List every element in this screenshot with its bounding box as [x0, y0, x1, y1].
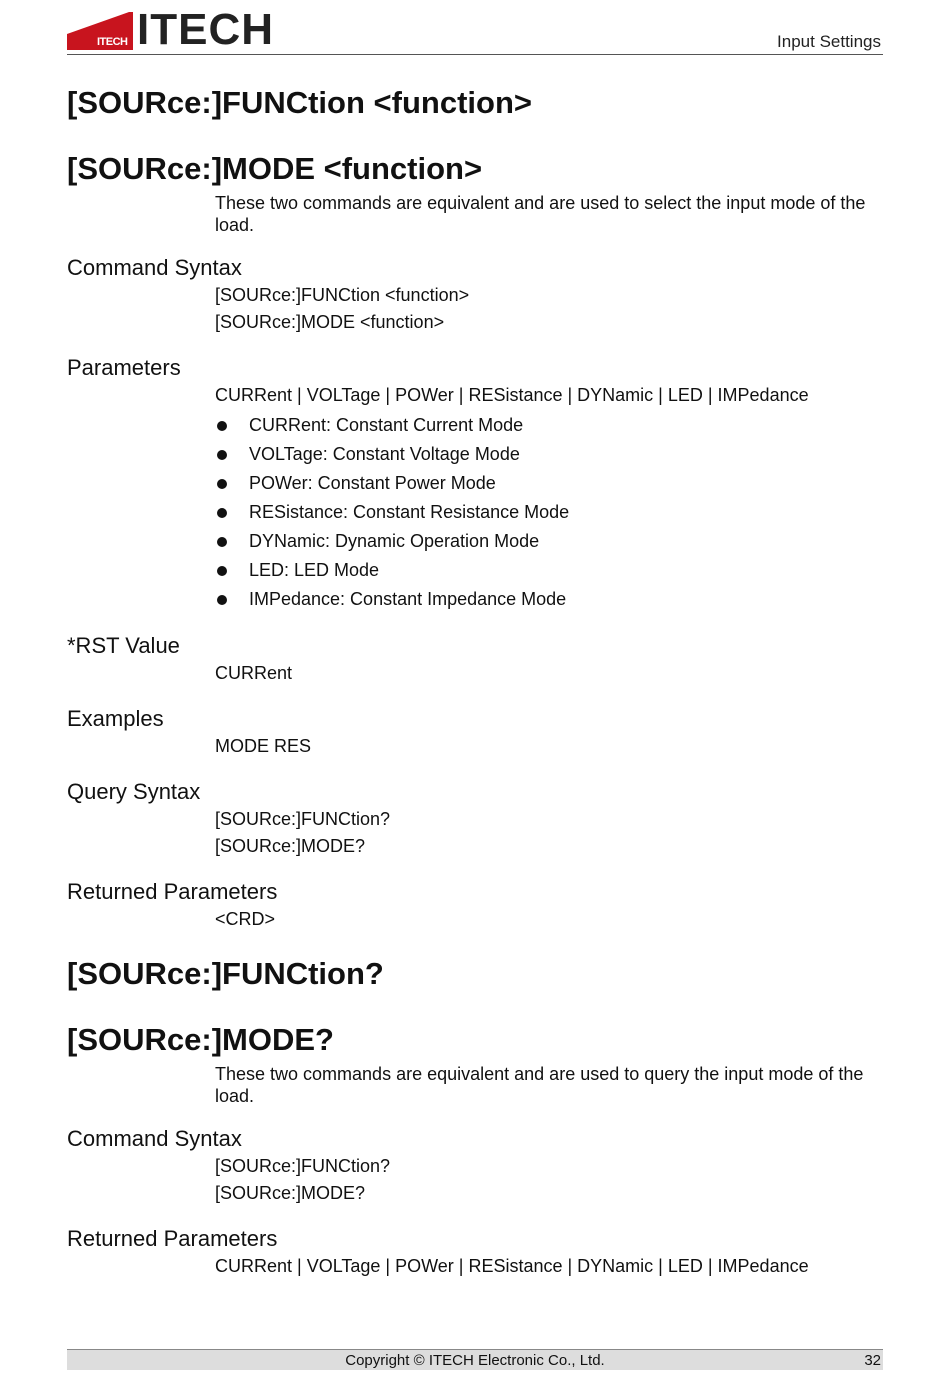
query-syntax-block	[215, 806, 883, 860]
list-item-text: IMPedance: Constant Impedance Mode	[249, 589, 567, 609]
bullet-icon	[217, 421, 227, 431]
rst-value: CURRent	[215, 663, 293, 683]
syntax-line: [SOURce:]MODE <function>	[215, 312, 445, 332]
query-line: [SOURce:]MODE?	[215, 836, 366, 856]
query-command-syntax-heading: Command Syntax	[67, 1126, 242, 1151]
examples-heading: Examples	[67, 706, 164, 731]
command-description: These two commands are equivalent and are used to select the input mode of the load.	[215, 193, 866, 235]
page-footer	[67, 1349, 883, 1370]
parameters-heading: Parameters	[67, 355, 181, 380]
list-item-text: RESistance: Constant Resistance Mode	[249, 502, 570, 522]
command-title-mode: [SOURce:]MODE <function>	[67, 151, 483, 186]
list-item	[215, 469, 883, 498]
list-item	[215, 411, 883, 440]
list-item	[215, 440, 883, 469]
bullet-icon	[217, 479, 227, 489]
syntax-line: [SOURce:]FUNCtion?	[215, 1156, 391, 1176]
parameters-line: CURRent | VOLTage | POWer | RESistance | DYNamic | LED | IMPedance	[215, 385, 809, 405]
list-item	[215, 556, 883, 585]
query-description: These two commands are equivalent and are used to query the input mode of the load.	[215, 1064, 864, 1106]
bullet-icon	[217, 595, 227, 605]
parameter-list	[215, 411, 883, 614]
list-item-text: POWer: Constant Power Mode	[249, 473, 496, 493]
page-header	[67, 5, 883, 55]
query-syntax-heading: Query Syntax	[67, 779, 201, 804]
query-title-mode: [SOURce:]MODE?	[67, 1022, 334, 1057]
syntax-line: [SOURce:]FUNCtion <function>	[215, 285, 470, 305]
list-item-text: LED: LED Mode	[249, 560, 380, 580]
command-syntax-block	[215, 282, 883, 336]
logo-small-text: ITECH	[97, 36, 128, 48]
list-item-text: DYNamic: Dynamic Operation Mode	[249, 531, 540, 551]
itech-logo	[67, 5, 299, 54]
copyright-text: Copyright © ITECH Electronic Co., Ltd.	[345, 1352, 605, 1369]
bullet-icon	[217, 508, 227, 518]
list-item	[215, 527, 883, 556]
list-item	[215, 585, 883, 614]
example-line: MODE RES	[215, 736, 312, 756]
query-returned-parameters: CURRent | VOLTage | POWer | RESistance | DYNamic | LED | IMPedance	[215, 1256, 809, 1276]
list-item-text: CURRent: Constant Current Mode	[249, 415, 524, 435]
logo-flag-icon	[67, 12, 133, 50]
bullet-icon	[217, 566, 227, 576]
query-title-function: [SOURce:]FUNCtion?	[67, 956, 384, 991]
command-title-function: [SOURce:]FUNCtion <function>	[67, 85, 532, 120]
list-item	[215, 498, 883, 527]
bullet-icon	[217, 450, 227, 460]
returned-parameters-heading: Returned Parameters	[67, 879, 278, 904]
query-returned-parameters-heading: Returned Parameters	[67, 1226, 278, 1251]
returned-parameters: <CRD>	[215, 909, 276, 929]
parameters-block	[215, 382, 883, 614]
query-line: [SOURce:]FUNCtion?	[215, 809, 391, 829]
bullet-icon	[217, 537, 227, 547]
section-name: Input Settings	[777, 32, 881, 51]
command-syntax-heading: Command Syntax	[67, 255, 242, 280]
list-item-text: VOLTage: Constant Voltage Mode	[249, 444, 520, 464]
syntax-line: [SOURce:]MODE?	[215, 1183, 366, 1203]
rst-value-heading: *RST Value	[67, 633, 180, 658]
logo-text: ITECH	[137, 5, 274, 54]
page-content	[67, 80, 883, 1280]
page-number: 32	[864, 1352, 881, 1369]
query-command-syntax-block	[215, 1153, 883, 1207]
